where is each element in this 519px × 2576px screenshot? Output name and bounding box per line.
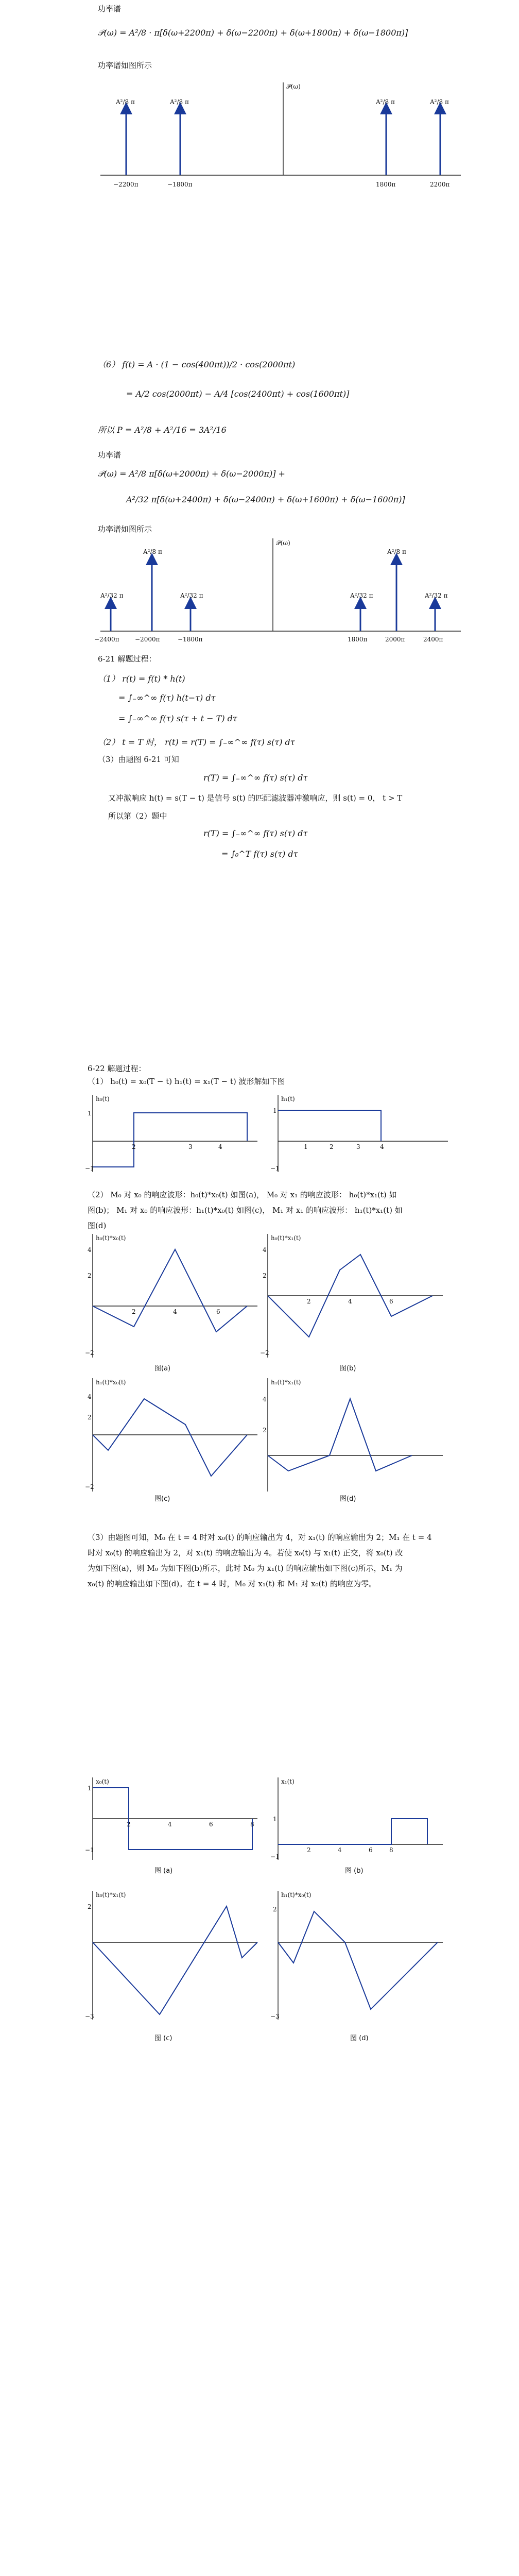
- conv-d2-label: h₁(t)*x₀(t): [281, 1891, 312, 1899]
- section-622-s2c: 图(d): [88, 1221, 107, 1230]
- tick-label: −1800π: [167, 181, 193, 188]
- formula-power-spectrum: 𝒫(ω) = A²/8 · π[δ(ω+2200π) + δ(ω−2200π) + δ(ω+1800π) + δ(ω−1800π)]: [98, 28, 408, 38]
- tick-label: −2400π: [94, 636, 119, 643]
- conv-b-label: h₀(t)*x₁(t): [271, 1234, 301, 1242]
- tick-label: −2000π: [135, 636, 160, 643]
- eq-621-3e: = ∫₀^T f(τ) s(τ) dτ: [221, 849, 298, 859]
- svg-text:−1: −1: [85, 1165, 94, 1172]
- eq-621-1a: = ∫₋∞^∞ f(τ) h(t−τ) dτ: [118, 693, 216, 703]
- formula-b: A²/32 π[δ(ω+2400π) + δ(ω−2400π) + δ(ω+1600π) + δ(ω−1600π)]: [126, 495, 405, 504]
- svg-text:−1: −1: [270, 1853, 280, 1860]
- part6-line3: 所以 P = A²/8 + A²/16 = 3A²/16: [98, 425, 227, 435]
- svg-text:−2: −2: [85, 1483, 94, 1490]
- orthogonal-signal-graphs: [0, 1772, 519, 2050]
- section-622-title: 6-22 解题过程：: [88, 1064, 146, 1073]
- conv-c-label: h₁(t)*x₀(t): [96, 1379, 126, 1386]
- intro-power-spectrum: 功率谱: [98, 4, 122, 13]
- section-622-s3c: 为如下图(a)，则 M₀ 为如下图(b)所示，此时 M₀ 为 x₁(t) 的响应输出如下图(c)所示，M₁ 为: [88, 1564, 403, 1573]
- svg-text:1: 1: [273, 1107, 277, 1114]
- svg-text:1: 1: [88, 1110, 92, 1117]
- svg-text:2: 2: [307, 1846, 311, 1854]
- x1-label: x₁(t): [281, 1778, 295, 1785]
- svg-text:−1: −1: [270, 1165, 280, 1172]
- eq-621-3d: r(T) = ∫₋∞^∞ f(τ) s(τ) dτ: [203, 828, 308, 838]
- bottom-d-caption: 图 (d): [350, 2035, 369, 2042]
- impulse-label: A²/32 π: [350, 592, 373, 599]
- svg-text:2: 2: [127, 1821, 131, 1828]
- impulse-label: A²/8 π: [376, 98, 395, 106]
- power-spectrum-chart-2: [0, 531, 519, 649]
- eq-621-3a: r(T) = ∫₋∞^∞ f(τ) s(τ) dτ: [203, 773, 308, 783]
- eq-621-3: （3）由题图 6-21 可知: [98, 755, 179, 764]
- h0-label: h₀(t): [96, 1095, 110, 1103]
- svg-text:1: 1: [88, 1785, 92, 1792]
- svg-text:2: 2: [88, 1414, 92, 1421]
- impulse-label: A²/32 π: [180, 592, 203, 599]
- impulse-label: A²/8 π: [170, 98, 189, 106]
- svg-text:−2: −2: [260, 1349, 269, 1357]
- formula-a: 𝒫(ω) = A²/8 π[δ(ω+2000π) + δ(ω−2000π)] +: [98, 469, 285, 479]
- h1-label: h₁(t): [281, 1095, 295, 1103]
- conv-c2-label: h₀(t)*x₁(t): [96, 1891, 126, 1899]
- tick-label: −2200π: [113, 181, 139, 188]
- section-622-s3a: （3）由题图可知，M₀ 在 t = 4 时对 x₀(t) 的响应输出为 4，对 x₁(t) 的响应输出为 2；M₁ 在 t = 4: [88, 1533, 432, 1542]
- svg-text:1: 1: [273, 1816, 277, 1823]
- impulse-label: A²/8 π: [387, 548, 406, 555]
- svg-text:1: 1: [304, 1143, 308, 1150]
- svg-text:4: 4: [88, 1393, 92, 1400]
- section-622-s3b: 时对 x₀(t) 的响应输出为 2，对 x₁(t) 的响应输出为 4。若使 x₀(t) 与 x₁(t) 正交，将 x₀(t) 改: [88, 1548, 403, 1557]
- svg-text:4: 4: [380, 1143, 384, 1150]
- impulse-label: A²/8 π: [116, 98, 135, 106]
- svg-text:2: 2: [88, 1272, 92, 1279]
- spec-title: 功率谱: [98, 450, 122, 460]
- svg-text:2: 2: [132, 1308, 136, 1315]
- svg-text:4: 4: [168, 1821, 172, 1828]
- section-622-s2b: 图(b)； M₁ 对 x₀ 的响应波形：h₁(t)*x₀(t) 如图(c)， M₁ 对 x₁ 的响应波形： h₁(t)*x₁(t) 如: [88, 1206, 403, 1215]
- y-axis-label: 𝒫(ω): [276, 539, 290, 547]
- conv-d-caption: 图(d): [340, 1495, 356, 1503]
- svg-text:4: 4: [218, 1143, 222, 1150]
- svg-text:6: 6: [209, 1821, 213, 1828]
- tick-label: 2200π: [430, 181, 450, 188]
- conv-b-caption: 图(b): [340, 1365, 356, 1372]
- eq-621-1: （1） r(t) = f(t) * h(t): [98, 674, 185, 684]
- eq-621-1b: = ∫₋∞^∞ f(τ) s(τ + t − T) dτ: [118, 714, 237, 723]
- impulse-label: A²/32 π: [425, 592, 448, 599]
- fig-caption: 功率谱如图所示: [98, 524, 152, 534]
- svg-text:6: 6: [216, 1308, 220, 1315]
- svg-text:4: 4: [88, 1246, 92, 1253]
- svg-text:3: 3: [188, 1143, 193, 1150]
- svg-text:2: 2: [132, 1143, 136, 1150]
- svg-text:2: 2: [263, 1427, 267, 1434]
- section-622-s2a: （2） M₀ 对 x₀ 的响应波形：h₀(t)*x₀(t) 如图(a)， M₀ 对 x₁ 的响应波形： h₀(t)*x₁(t) 如: [88, 1190, 397, 1199]
- impulse-label: A²/32 π: [100, 592, 124, 599]
- section-622-s3d: x₀(t) 的响应输出如下图(d)。在 t = 4 时，M₀ 对 x₁(t) 和 M₁ 对 x₀(t) 的响应为零。: [88, 1579, 377, 1588]
- impulse-response-graphs: [0, 1090, 519, 1182]
- svg-text:4: 4: [338, 1846, 342, 1854]
- conv-c-caption: 图(c): [154, 1495, 170, 1503]
- svg-text:4: 4: [173, 1308, 177, 1315]
- conv-a-label: h₀(t)*x₀(t): [96, 1234, 126, 1242]
- svg-text:6: 6: [389, 1298, 393, 1305]
- svg-text:−3: −3: [85, 2013, 94, 2020]
- svg-text:8: 8: [250, 1821, 254, 1828]
- svg-text:8: 8: [389, 1846, 393, 1854]
- x0-label: x₀(t): [96, 1778, 109, 1785]
- tick-label: 2000π: [385, 636, 405, 643]
- tick-label: 1800π: [348, 636, 368, 643]
- svg-text:−1: −1: [85, 1846, 94, 1854]
- svg-text:2: 2: [307, 1298, 311, 1305]
- svg-text:4: 4: [348, 1298, 352, 1305]
- svg-text:6: 6: [369, 1846, 373, 1854]
- conv-d-label: h₁(t)*x₁(t): [271, 1379, 301, 1386]
- svg-text:−3: −3: [270, 2013, 280, 2020]
- tick-label: 2400π: [423, 636, 443, 643]
- section-622-s1: （1） h₀(t) = x₀(T − t) h₁(t) = x₁(T − t) 波形解如下图: [88, 1077, 285, 1086]
- svg-text:4: 4: [263, 1396, 267, 1403]
- bottom-a-caption: 图 (a): [154, 1867, 173, 1875]
- eq-621-2: （2） t = T 时， r(t) = r(T) = ∫₋∞^∞ f(τ) s(τ) dτ: [98, 737, 295, 747]
- convolution-graphs: [0, 1229, 519, 1502]
- svg-text:3: 3: [356, 1143, 360, 1150]
- svg-text:−2: −2: [85, 1349, 94, 1357]
- conv-a-caption: 图(a): [154, 1365, 171, 1372]
- svg-text:4: 4: [263, 1246, 267, 1253]
- part6-line2: = A/2 cos(2000πt) − A/4 [cos(2400πt) + cos(1600πt)]: [126, 389, 350, 399]
- bottom-b-caption: 图 (b): [345, 1867, 364, 1875]
- tick-label: −1800π: [178, 636, 203, 643]
- eq-621-3c: 所以第（2）题中: [108, 811, 167, 821]
- impulse-label: A²/8 π: [143, 548, 162, 555]
- impulse-label: A²/8 π: [430, 98, 449, 106]
- svg-text:2: 2: [330, 1143, 334, 1150]
- tick-label: 1800π: [376, 181, 396, 188]
- power-spectrum-chart-1: [0, 72, 519, 191]
- part6-line1: （6） f(t) = A · (1 − cos(400πt))/2 · cos(2000πt): [98, 360, 296, 369]
- svg-text:2: 2: [88, 1903, 92, 1910]
- svg-text:2: 2: [263, 1272, 267, 1279]
- bottom-c-caption: 图 (c): [154, 2035, 172, 2042]
- eq-621-3b: 又冲激响应 h(t) = s(T − t) 是信号 s(t) 的匹配滤波器冲激响应，则 s(t) = 0， t > T: [108, 793, 403, 803]
- fig-caption: 功率谱如图所示: [98, 61, 152, 70]
- y-axis-label: 𝒫(ω): [286, 83, 301, 90]
- section-621-title: 6-21 解题过程：: [98, 654, 157, 664]
- svg-text:2: 2: [273, 1906, 277, 1913]
